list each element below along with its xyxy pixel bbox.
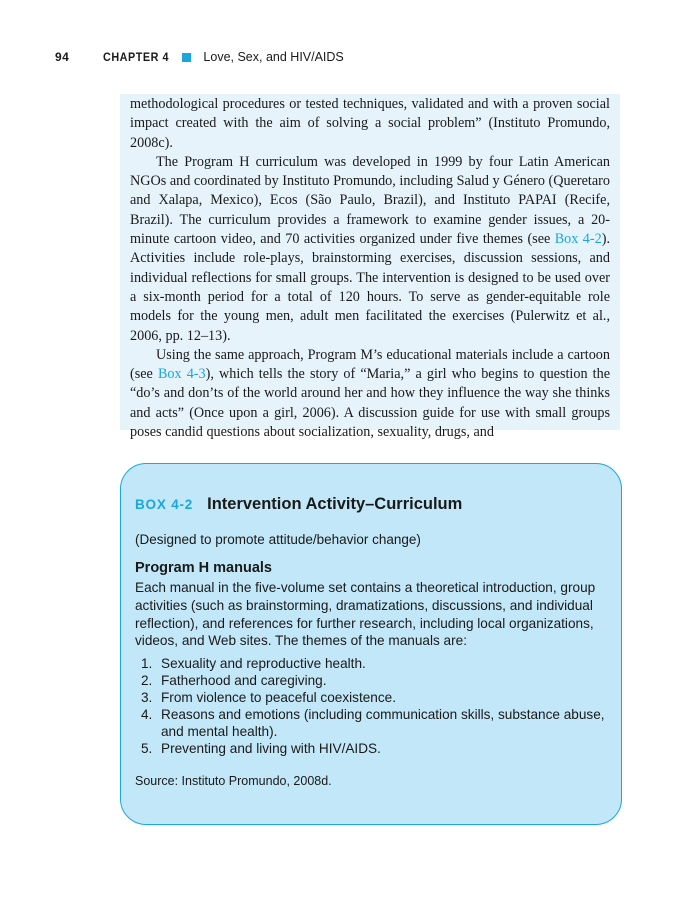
box-title: Intervention Activity–Curriculum [207, 495, 463, 513]
list-text: Sexuality and reproductive health. [161, 656, 366, 671]
box-paragraph: Each manual in the five-volume set contains a theoretical introduction, group activities (such as brainstorming, dramatizations, discussions, and individual reflection), and references for further research, including local organizations, videos, and Web sites. The themes of the manuals are: [135, 580, 596, 649]
sidebar-box [120, 463, 622, 825]
list-text: Reasons and emotions (including communication skills, substance abuse, and mental health). [161, 707, 605, 739]
page-number: 94 [55, 50, 70, 64]
paragraph-2 [130, 153, 610, 346]
list-text: Fatherhood and caregiving. [161, 673, 327, 688]
box-source: Source: Instituto Promundo, 2008d. [135, 774, 332, 788]
box-4-2-link[interactable]: Box 4-2 [554, 231, 602, 248]
paragraph-2-end: ). Activities include role-plays, brainstorming exercises, discussion sessions, and individual reflections for small groups. The intervention is designed to be used over a six-month period for a total of 120 hours. To serve as gender-equitable role models for the young men, adult men facilitated the exercises (Pulerwitz et al., 2006, pp. 12–13). [130, 231, 610, 344]
list-number: 4. [141, 707, 153, 722]
list-number: 3. [141, 690, 153, 705]
paragraph-3 [130, 346, 610, 442]
list-item [135, 740, 605, 757]
paragraph-2-start: The Program H curriculum was developed in 1999 by four Latin American NGOs and coordinated by Instituto Promundo, including Salud y Género (Queretaro and Xalapa, Mexico), Ecos (São Paulo, Brazil), and Instituto PAPAI (Recife, Brazil). The curriculum provides a framework to examine gender issues, a 20-minute cartoon video, and 70 activities organized under five themes (see [130, 153, 610, 248]
list-text: Preventing and living with HIV/AIDS. [161, 741, 381, 756]
list-item [135, 689, 605, 706]
chapter-label: CHAPTER 4 [103, 50, 170, 64]
list-number: 1. [141, 656, 153, 671]
themes-list [135, 655, 605, 757]
running-header [55, 48, 344, 66]
box-header [135, 495, 462, 514]
box-label: BOX 4-2 [135, 497, 194, 512]
chapter-title: Love, Sex, and HIV/AIDS [203, 50, 344, 64]
paragraph-3-start: Using the same approach, Program M’s educational materials include a cartoon (see [130, 346, 610, 383]
list-number: 2. [141, 673, 153, 688]
paragraph-1: methodological procedures or tested techniques, validated and with a proven social impact created with the aim of solving a social problem” (Instituto Promundo, 2008c). [130, 96, 610, 151]
box-subtitle: (Designed to promote attitude/behavior change) [135, 532, 421, 547]
list-item [135, 672, 605, 689]
body-text [120, 94, 620, 441]
list-item [135, 706, 605, 740]
paragraph-3-end: ), which tells the story of “Maria,” a girl who begins to question the “do’s and don’ts of the world around her and how they influence the way she thinks and acts” (Once upon a girl, 2006). A discussion guide for use with small groups poses candid questions about socialization, sexuality, drugs, and [130, 366, 610, 441]
list-text: From violence to peaceful coexistence. [161, 690, 396, 705]
list-item [135, 655, 605, 672]
list-number: 5. [141, 741, 153, 756]
square-bullet-icon [182, 53, 191, 62]
box-4-3-link[interactable]: Box 4-3 [157, 366, 206, 383]
box-heading: Program H manuals [135, 560, 272, 576]
